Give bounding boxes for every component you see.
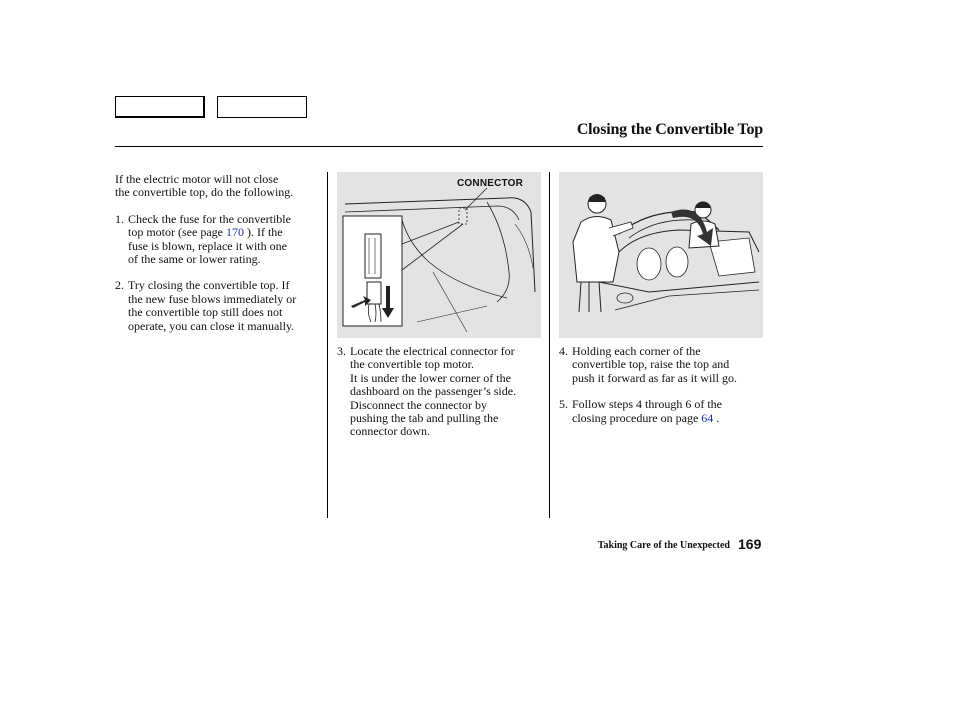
step-text-line: of the same or lower rating. <box>128 252 261 267</box>
step-2 <box>115 279 325 333</box>
step-text: . <box>713 410 720 425</box>
step-5 <box>559 398 769 425</box>
step-4 <box>559 345 769 385</box>
step-text-line <box>128 226 325 239</box>
footer-section-title: Taking Care of the Unexpected <box>597 540 730 551</box>
intro-line: the convertible top, do the following. <box>115 185 294 200</box>
page-link-170[interactable]: 170 <box>225 225 244 240</box>
step-text-line: the new fuse blows immediately or <box>128 291 297 306</box>
page-number: 169 <box>738 536 762 552</box>
page-title: Closing the Convertible Top <box>576 121 763 138</box>
step-text-line: Check the fuse for the convertible <box>128 211 291 226</box>
step-text-line: fuse is blown, replace it with one <box>128 238 287 253</box>
step-text-line: pushing the tab and pulling the <box>350 411 499 426</box>
step-text-line: push it forward as far as it will go. <box>572 370 737 385</box>
step-text-line: Holding each corner of the <box>572 344 701 358</box>
column-right <box>559 345 769 425</box>
step-text-line: Follow steps 4 through 6 of the <box>572 397 722 412</box>
raising-top-illustration <box>559 172 763 338</box>
column-divider <box>327 172 328 518</box>
connector-illustration <box>337 172 541 338</box>
step-text: top motor (see page <box>128 225 226 240</box>
connector-label: CONNECTOR <box>457 178 524 189</box>
step-number: 5. <box>559 397 568 412</box>
column-left <box>115 173 325 333</box>
step-text-line <box>572 412 769 425</box>
page-link-64[interactable]: 64 <box>701 410 714 425</box>
step-1 <box>115 213 325 267</box>
step-text-line: dashboard on the passenger’s side. <box>350 384 517 399</box>
convertible-drawing <box>559 172 763 338</box>
step-text-line: Try closing the convertible top. If <box>128 278 290 293</box>
step-text-line: the convertible top still does not <box>128 305 283 320</box>
step-text-line: the convertible top motor. <box>350 357 474 372</box>
nav-box-contents[interactable] <box>115 96 205 118</box>
step-text-line: operate, you can close it manually. <box>128 318 295 333</box>
step-text-line: connector down. <box>350 424 430 439</box>
step-3 <box>337 345 547 439</box>
title-rule <box>115 146 763 147</box>
nav-box-index[interactable] <box>217 96 307 118</box>
step-number: 3. <box>337 344 346 358</box>
step-number: 2. <box>115 278 124 293</box>
intro-line: If the electric motor will not close <box>115 172 279 186</box>
step-text-line: convertible top, raise the top and <box>572 357 730 372</box>
step-number: 4. <box>559 344 568 358</box>
step-text-line: It is under the lower corner of the <box>350 370 511 385</box>
step-text: closing procedure on page <box>572 410 702 425</box>
column-middle <box>337 345 547 439</box>
step-text: ). If the <box>243 225 283 240</box>
column-divider <box>549 172 550 518</box>
step-number: 1. <box>115 211 124 226</box>
dashboard-drawing <box>337 172 541 338</box>
step-text-line: Locate the electrical connector for <box>350 344 515 358</box>
step-text-line: Disconnect the connector by <box>350 397 487 412</box>
